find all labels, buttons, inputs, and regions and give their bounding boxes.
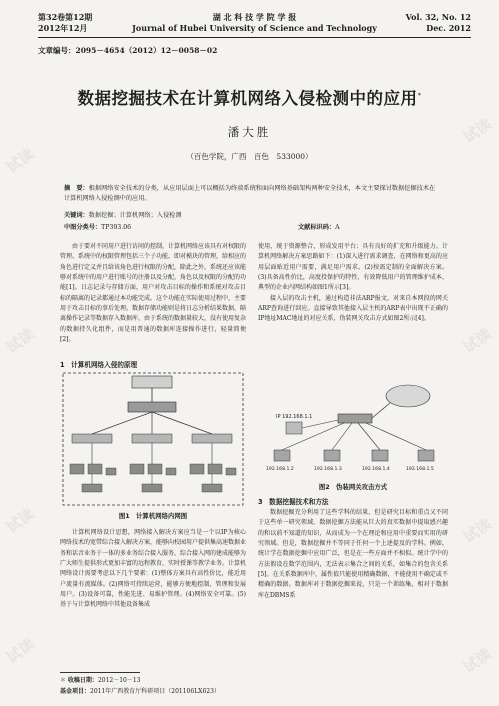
section-heading-1: 1 计算机网络入侵的原理 [60, 361, 138, 369]
watermark: 试读 [459, 644, 495, 677]
fund-project: 基金项目：2011年广西教育厅科研项目（201106LX623） [60, 688, 220, 695]
gateway-ip-label: IP 192.168.1.1 [276, 414, 313, 420]
header-journal-name: 湖 北 科 技 学 院 学 报 Journal of Hubei University of Science and Technology [132, 12, 377, 33]
clc-label: 中图分类号： [64, 224, 102, 231]
footnote [60, 672, 220, 697]
journal-header [38, 12, 471, 38]
paragraph: 由于要对不同用户进行访问的控制，计算机网络应该具有对权限的管理。系统中的权限管理包括三个子功能，即对模块的管理，给相应的角色进行定义并且给该角色进行权限的分配，除此之外，系统还应该能够对系统中的用户进行账号的注册以及分配，角色以及权限的分配的功能[1]。日志记录与存储方面，用户对攻击目标的操作和系统对攻击目标的隔离的记录都通过本功能完成。这个功能在实际使用过程中，主要用于攻击目标的事后处理。数据存储功能则是将日志分析结果数据，隔离操作记录等数据存入数据库，由于系统的数据量较大，没有使用复杂的数据持久化组件，而是用普通的数据库连接操作进行，轻量简便[2]。 [60, 243, 247, 344]
host-ip-label: 192.168.1.2 [266, 467, 294, 472]
keywords-text: 数据挖掘；计算机网络；入侵检测 [88, 212, 182, 219]
paragraph: 计算机网络设计思想，网络接入解决方案应当是一个以IP为核心网络技术的宽带综合接入解决方案，能够向校园用户提供集高速数据业务和话音业务于一体的多业务综合接入服务，综合接入网的建成能够为广大师生提供形式更加丰富的远程教育，实时授课等教学业务。计算机网络设计需要考虑以下几个要素：(1)整体方案具有高性价比，能近用户流量有流媒体。(2)网络可持续运营，能够方便地控制、管理和发展用户。(3)设备可靠，性能先进、易维护管理。(4)网络安全可靠。(5)基于与计算机网络中其他设备集成 [60, 529, 247, 609]
left-column-text-2 [60, 528, 246, 611]
doc-value: A [335, 224, 340, 231]
section-heading-3: 3 数据挖掘技术和方法 [258, 498, 329, 506]
host-ip-label: 192.168.1.3 [314, 467, 342, 472]
right-column-text-2 [258, 508, 448, 601]
watermark: 试读 [2, 504, 38, 537]
watermark: 试读 [2, 324, 38, 357]
paragraph: 使用，统于资源整合，形成发用平台；具有良好的扩充和升级能力。计算机网络解决方案思路如下：(1)深入进行需求调查，在网络和更高的应用层面贴近用户需要，满足用户需求。(2)按需定制的全面解决方案。(3)具备高性价比，高度投保护的特性，有效降低用户的管理维护成本，典型的企业内网结构如图1所示[3]。 [258, 243, 448, 292]
paragraph: 接入层的攻击主机，通过构造非法ARP报文，对来自本网段的网关ARP查询进行回应。直接导致其他接入层主机的ARP表中出现不正确的IP地址MAC地址的对应关系，伪装网关攻击方式如图2所示[4]。 [258, 294, 448, 323]
header-volume-en: Vol. 32, No. 12 Dec. 2012 [405, 12, 471, 33]
paragraph: 数据挖掘充分利用了这些学科的结果，但是研究目标和重点又不同于这些单一研究领域。数据挖掘方法能从巨大的真实数据中提取感兴趣的和以前不知道的知识，从而成为一个在理论和应用中重要而实用的研究领域。但是，数据挖掘并不等同于任何一个上述提及的学科。例如，统计学在数据挖掘中应用广泛，但是在一些方面并不相似。统计学中的方法假设在数学范围内，无法表示集合之间的关系，如集合的包含关系[5]。在关系数据库中，属性值只能使用精确数据，不能使用不确定或不精确的数据。数据库对于数据挖掘来说，只是一个训练集，相对于数据库在DBMS系 [258, 509, 448, 599]
clc-value: TP393.06 [101, 224, 132, 231]
footnote-rule [60, 672, 140, 673]
watermark: 试读 [2, 144, 38, 177]
document-code [298, 222, 340, 231]
right-column-text [258, 242, 448, 325]
header-rule [38, 37, 471, 38]
doc-label: 文献标识码： [298, 224, 336, 231]
clc-number [64, 222, 131, 231]
host-ip-label: 192.168.1.5 [406, 467, 434, 472]
keywords [64, 210, 182, 219]
author: 潘大胜 [227, 125, 272, 139]
figure-2-caption: 图2 伪装网关攻击方式 [318, 483, 388, 491]
watermark: 试读 [459, 114, 495, 147]
host-ip-label: 192.168.1.4 [362, 467, 390, 472]
header-volume-cn: 第32卷第12期 2012年12月 [38, 12, 93, 33]
paper-title: 数据挖掘技术在计算机网络入侵检测中的应用* [77, 89, 422, 108]
left-column-text [60, 242, 246, 345]
abstract-label: 摘 要： [64, 185, 89, 192]
figure-1-caption: 图1 计算机网络内网图 [118, 512, 188, 520]
figure-1-network-diagram [62, 372, 244, 506]
abstract-text: 根据网络安全技术的分类，从应用层面上可以概括为终端系统和面向网络基础架构两种安全技术，本文主要探讨数据挖掘技术在计算机网络入侵检测中的应用。 [64, 185, 436, 202]
keywords-label: 关键词： [64, 212, 89, 219]
received-date: ＊ 收稿日期：2012－10－13 [60, 677, 141, 684]
figure-2-gateway-spoofing-diagram [262, 378, 446, 478]
article-number: 文章编号：2095－4654（2012）12－0058－02 [38, 46, 218, 55]
title-footnote-mark: * [417, 91, 422, 100]
watermark: 试读 [459, 514, 495, 547]
abstract [64, 184, 441, 204]
watermark: 试读 [459, 324, 495, 357]
watermark: 试读 [2, 634, 38, 667]
affiliation: （百色学院，广西 百色 533000） [186, 152, 313, 161]
